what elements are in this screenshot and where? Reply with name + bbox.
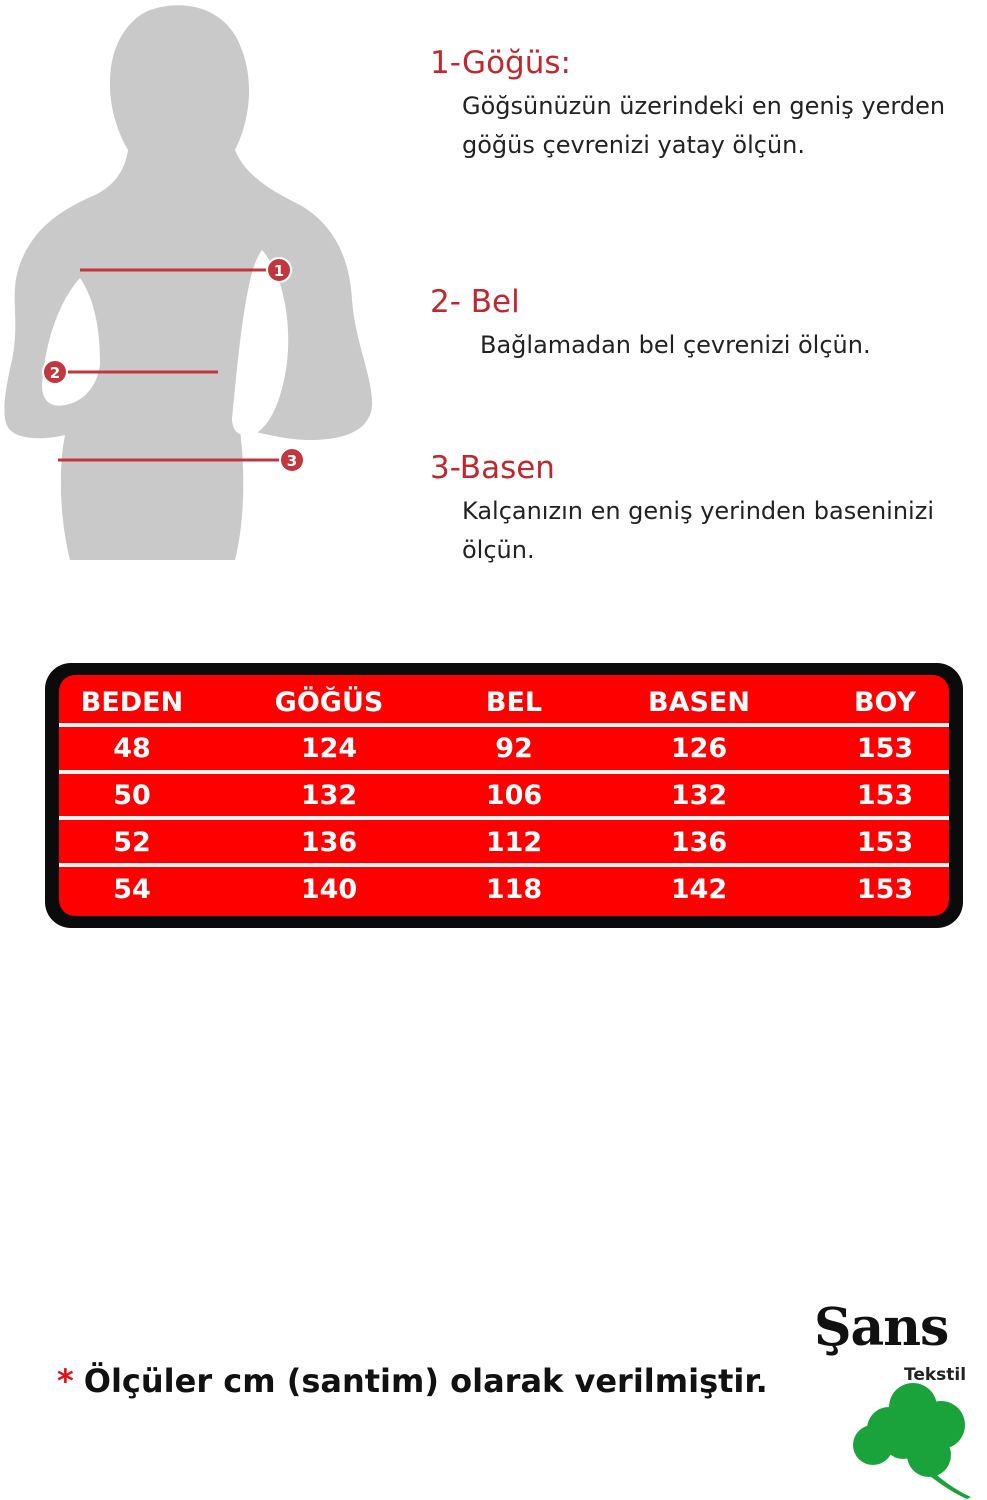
header-bel: BEL [485, 686, 543, 718]
size-table-body [59, 675, 949, 916]
guide-chest [430, 45, 980, 165]
guide-hip-line-1: Kalçanızın en geniş yerinden baseninizi [462, 497, 934, 525]
cell-basen: 126 [670, 733, 728, 765]
svg-text:2: 2 [49, 364, 61, 382]
header-beden: BEDEN [80, 686, 184, 718]
brand-logo [808, 1285, 987, 1500]
cell-bel: 118 [485, 873, 543, 905]
cell-boy: 153 [856, 826, 914, 858]
brand-subtitle: Tekstil [904, 1365, 967, 1385]
cell-boy: 153 [856, 780, 914, 811]
guide-chest-text [430, 87, 980, 165]
cell-basen: 136 [670, 826, 728, 858]
cell-bel: 112 [485, 826, 543, 858]
header-boy: BOY [853, 686, 917, 718]
guide-chest-title: 1-Göğüs: [430, 45, 571, 81]
guide-hip [430, 450, 980, 570]
cell-beden: 48 [113, 733, 151, 765]
cell-beden: 54 [113, 873, 151, 905]
table-header-row [59, 679, 949, 725]
cell-basen: 142 [670, 873, 728, 905]
guide-waist-line-1: Bağlamadan bel çevrenizi ölçün. [480, 331, 871, 359]
guide-hip-text [430, 492, 980, 570]
guide-waist [430, 284, 980, 365]
svg-text:1: 1 [273, 262, 285, 280]
guide-hip-title: 3-Basen [430, 450, 555, 486]
guide-waist-title: 2- Bel [430, 284, 520, 320]
cell-gogus: 124 [300, 733, 358, 765]
marker-3 [280, 448, 304, 472]
cell-basen: 132 [670, 780, 728, 811]
cell-bel: 92 [495, 733, 533, 765]
svg-text:3: 3 [286, 452, 298, 470]
guide-waist-text [430, 326, 980, 365]
guide-chest-line-1: Göğsünüzün üzerindeki en geniş yerden [462, 92, 946, 120]
asterisk: * [57, 1362, 74, 1400]
cell-beden: 52 [113, 826, 151, 858]
unit-note [57, 1362, 768, 1400]
header-basen: BASEN [648, 686, 750, 718]
brand-name: Şans [814, 1297, 949, 1358]
cell-boy: 153 [856, 733, 914, 765]
cell-boy: 153 [856, 873, 914, 905]
cell-beden: 50 [113, 780, 151, 811]
header-gogus: GÖĞÜS [274, 686, 384, 718]
table-row [59, 819, 949, 865]
marker-1 [267, 258, 291, 282]
guide-chest-line-2: göğüs çevrenizi yatay ölçün. [462, 131, 805, 159]
body-silhouette-figure [0, 0, 390, 570]
clover-icon [843, 1377, 983, 1499]
cell-gogus: 132 [300, 780, 358, 811]
cell-bel: 106 [485, 780, 543, 811]
cell-gogus: 140 [300, 873, 358, 905]
guide-hip-line-2: ölçün. [462, 536, 535, 564]
marker-2 [43, 360, 67, 384]
cell-gogus: 136 [300, 826, 358, 858]
table-row [59, 773, 949, 819]
table-row [59, 866, 949, 912]
size-table [45, 663, 963, 928]
table-row [59, 726, 949, 772]
unit-note-text: Ölçüler cm (santim) olarak verilmiştir. [83, 1362, 768, 1400]
